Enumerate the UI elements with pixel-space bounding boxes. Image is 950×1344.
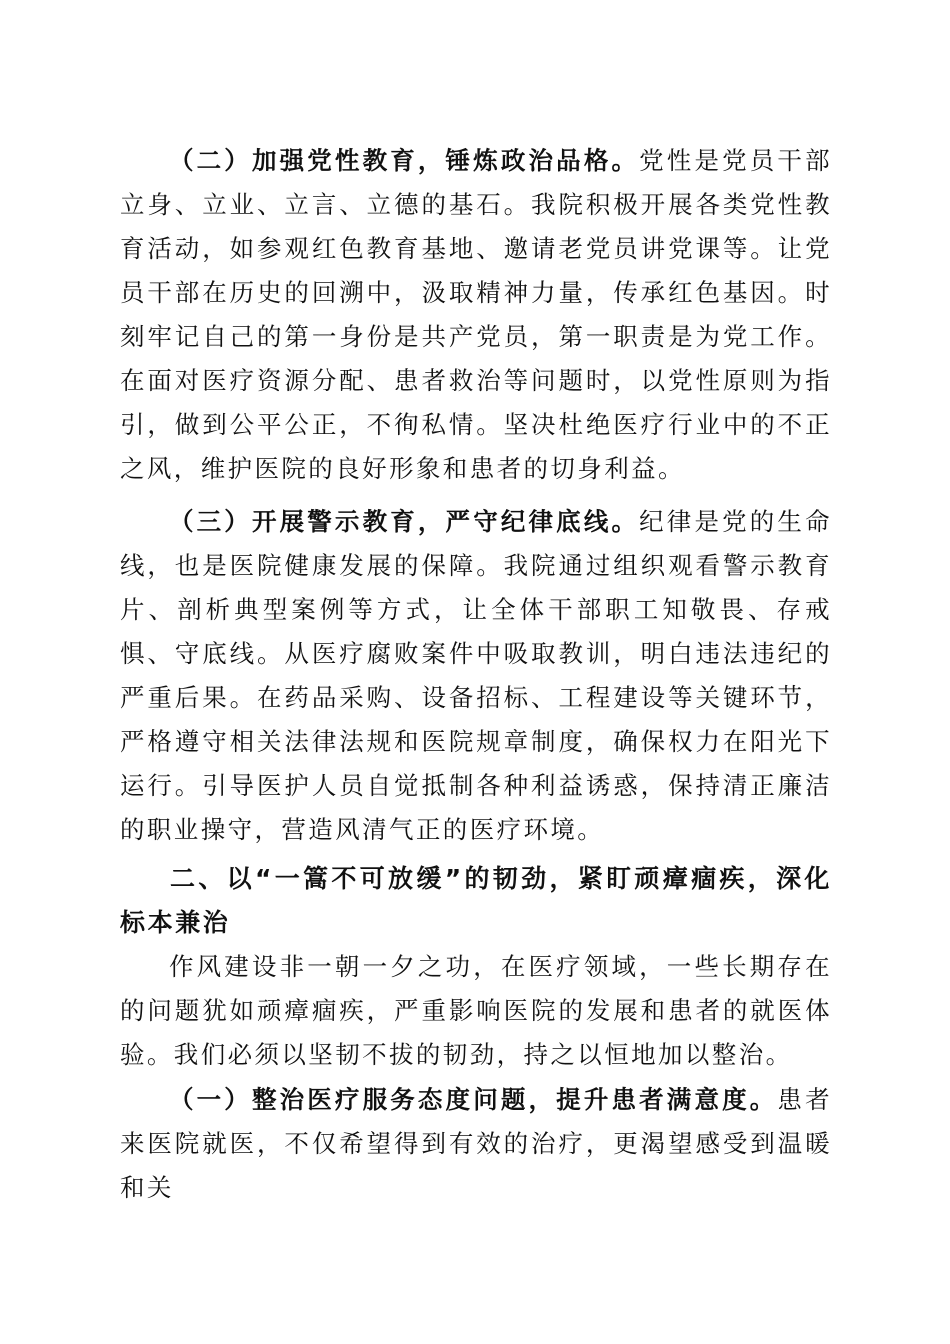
paragraph-lead: （一）整治医疗服务态度问题，提升患者满意度。 (169, 1085, 778, 1114)
paragraph-party-spirit-education (120, 139, 832, 491)
paragraph-lead: （三）开展警示教育，严守纪律底线。 (169, 507, 640, 536)
paragraph-body: 党性是党员干部立身、立业、立言、立德的基石。我院积极开展各类党性教育活动，如参观红色教育基地、邀请老党员讲党课等。让党员干部在历史的回溯中，汲取精神力量，传承红色基因。时刻牢记自己的第一身份是共产党员，第一职责是为党工作。在面对医疗资源分配、患者救治等问题时，以党性原则为指引，做到公平公正，不徇私情。坚决杜绝医疗行业中的不正之风，维护医院的良好形象和患者的切身利益。 (120, 146, 832, 483)
section-intro-paragraph: 作风建设非一朝一夕之功，在医疗领域，一些长期存在的问题犹如顽瘴痼疾，严重影响医院的发展和患者的就医体验。我们必须以坚韧不拔的韧劲，持之以恒地加以整治。 (120, 952, 832, 1069)
paragraph-lead: （二）加强党性教育，锤炼政治品格。 (169, 146, 640, 175)
paragraph-warning-education (120, 500, 832, 852)
paragraph-body: 患者来医院就医，不仅希望得到有效的治疗，更渴望感受到温暖和关 (120, 1085, 832, 1202)
paragraph-service-attitude (120, 1078, 832, 1210)
section-heading: 二、以“一篙不可放缓”的韧劲，紧盯顽瘴痼疾，深化标本兼治 (120, 864, 832, 937)
paragraph-body: 纪律是党的生命线，也是医院健康发展的保障。我院通过组织观看警示教育片、剖析典型案例等方式，让全体干部职工知敬畏、存戒惧、守底线。从医疗腐败案件中吸取教训，明白违法违纪的严重后果。在药品采购、设备招标、工程建设等关键环节，严格遵守相关法律法规和医院规章制度，确保权力在阳光下运行。引导医护人员自觉抵制各种利益诱惑，保持清正廉洁的职业操守，营造风清气正的医疗环境。 (120, 507, 832, 844)
